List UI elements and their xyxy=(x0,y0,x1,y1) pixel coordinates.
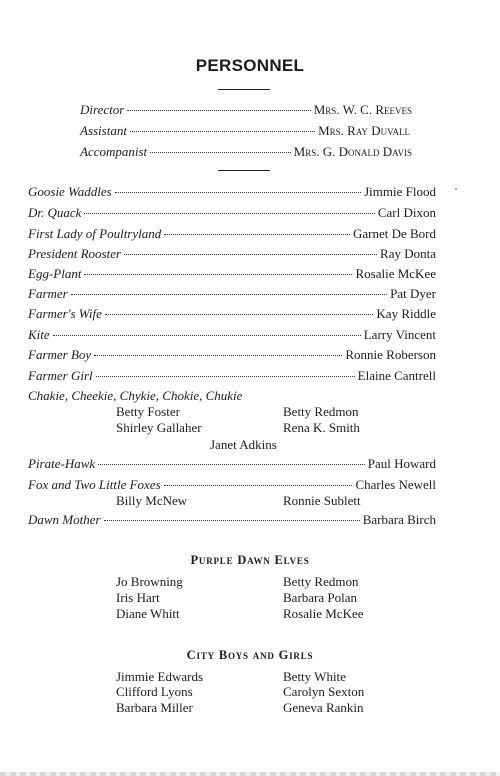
staff-row-assistant xyxy=(80,122,410,139)
chicken-name: Rena K. Smith xyxy=(283,420,360,435)
cast-row xyxy=(28,305,436,322)
person-name: Jimmie Flood xyxy=(364,184,436,199)
person-name: Rosalie McKee xyxy=(355,266,436,281)
dot-leader xyxy=(150,151,291,153)
elf-name: Betty Redmon xyxy=(283,574,359,589)
cast-row xyxy=(28,367,436,384)
chicken-name: Shirley Gallaher xyxy=(116,420,202,435)
person-name: Kay Riddle xyxy=(376,306,436,321)
role-label: Farmer's Wife xyxy=(28,306,102,321)
person-name: Carl Dixon xyxy=(377,205,436,220)
dot-leader xyxy=(94,354,342,356)
section-heading-city: City Boys and Girls xyxy=(186,648,314,662)
role-label: Farmer Girl xyxy=(28,368,93,383)
city-name: Betty White xyxy=(283,669,346,684)
fox-name: Billy McNew xyxy=(116,493,188,508)
ink-speck xyxy=(455,188,457,190)
person-name: Pat Dyer xyxy=(390,286,436,301)
dot-leader xyxy=(71,293,387,295)
person-name: Mrs. W. C. Reeves xyxy=(313,102,412,117)
elf-name: Diane Whitt xyxy=(116,606,180,621)
cast-row xyxy=(28,265,436,282)
dot-leader xyxy=(53,334,361,336)
cast-row xyxy=(28,225,436,242)
city-name: Jimmie Edwards xyxy=(116,669,204,684)
person-name: Ronnie Roberson xyxy=(345,347,436,362)
section-heading-elves: Purple Dawn Elves xyxy=(190,553,310,567)
role-label: Assistant xyxy=(80,123,127,138)
elf-name: Iris Hart xyxy=(116,590,160,605)
staff-row-accompanist xyxy=(80,143,412,160)
city-name: Barbara Miller xyxy=(116,700,193,715)
page-title: PERSONNEL xyxy=(195,56,305,75)
role-label: Dr. Quack xyxy=(28,205,82,220)
person-name: Ray Donta xyxy=(380,246,436,261)
elf-name: Rosalie McKee xyxy=(283,606,364,621)
cast-row-pirate xyxy=(28,455,436,472)
person-name: Garnet De Bord xyxy=(352,226,436,241)
role-label: Director xyxy=(80,102,125,117)
dot-leader xyxy=(98,463,365,465)
cast-row xyxy=(28,326,436,343)
role-label: Accompanist xyxy=(80,144,148,159)
dot-leader xyxy=(127,109,310,111)
dot-leader xyxy=(104,519,360,521)
dot-leader xyxy=(84,212,374,214)
dot-leader xyxy=(84,273,352,275)
role-label: Pirate-Hawk xyxy=(28,456,96,471)
person-name: Paul Howard xyxy=(367,456,436,471)
elf-name: Jo Browning xyxy=(116,574,183,589)
cast-row xyxy=(28,346,436,363)
dot-leader xyxy=(96,375,355,377)
dot-leader xyxy=(115,191,361,193)
title-divider xyxy=(218,89,270,90)
role-label: Kite xyxy=(28,327,50,342)
cast-row xyxy=(28,245,436,262)
cast-row-dawn xyxy=(28,511,436,528)
cast-row-fox xyxy=(28,476,436,493)
role-label: Farmer Boy xyxy=(28,347,92,362)
city-name: Carolyn Sexton xyxy=(283,684,365,699)
staff-divider xyxy=(218,170,270,171)
chicken-name: Betty Redmon xyxy=(283,404,359,419)
chickens-role: Chakie, Cheekie, Chykie, Chokie, Chukie xyxy=(28,388,243,403)
chicken-name: Betty Foster xyxy=(116,404,180,419)
role-label: Dawn Mother xyxy=(28,512,101,527)
elf-name: Barbara Polan xyxy=(283,590,358,605)
dot-leader xyxy=(164,484,353,486)
role-label: Egg-Plant xyxy=(28,266,82,281)
city-name: Clifford Lyons xyxy=(116,684,193,699)
person-name: Mrs. G. Donald Davis xyxy=(293,144,412,159)
role-label: President Rooster xyxy=(28,246,122,261)
dot-leader xyxy=(105,313,374,315)
cast-row xyxy=(28,285,436,302)
city-name: Geneva Rankin xyxy=(283,700,364,715)
person-name: Barbara Birch xyxy=(362,512,436,527)
dot-leader xyxy=(124,253,377,255)
fox-name: Ronnie Sublett xyxy=(283,493,361,508)
page-edge xyxy=(0,772,500,776)
person-name: Larry Vincent xyxy=(363,327,436,342)
dot-leader xyxy=(130,130,315,132)
staff-row-director xyxy=(80,101,412,118)
cast-row xyxy=(28,183,436,200)
role-label: First Lady of Poultryland xyxy=(28,226,162,241)
role-label: Farmer xyxy=(28,286,68,301)
chicken-name: Janet Adkins xyxy=(210,437,277,452)
dot-leader xyxy=(164,233,350,235)
role-label: Goosie Waddles xyxy=(28,184,112,199)
person-name: Charles Newell xyxy=(355,477,436,492)
person-name: Mrs. Ray Duvall xyxy=(318,123,410,138)
role-label: Fox and Two Little Foxes xyxy=(28,477,161,492)
person-name: Elaine Cantrell xyxy=(357,368,436,383)
cast-row xyxy=(28,204,436,221)
